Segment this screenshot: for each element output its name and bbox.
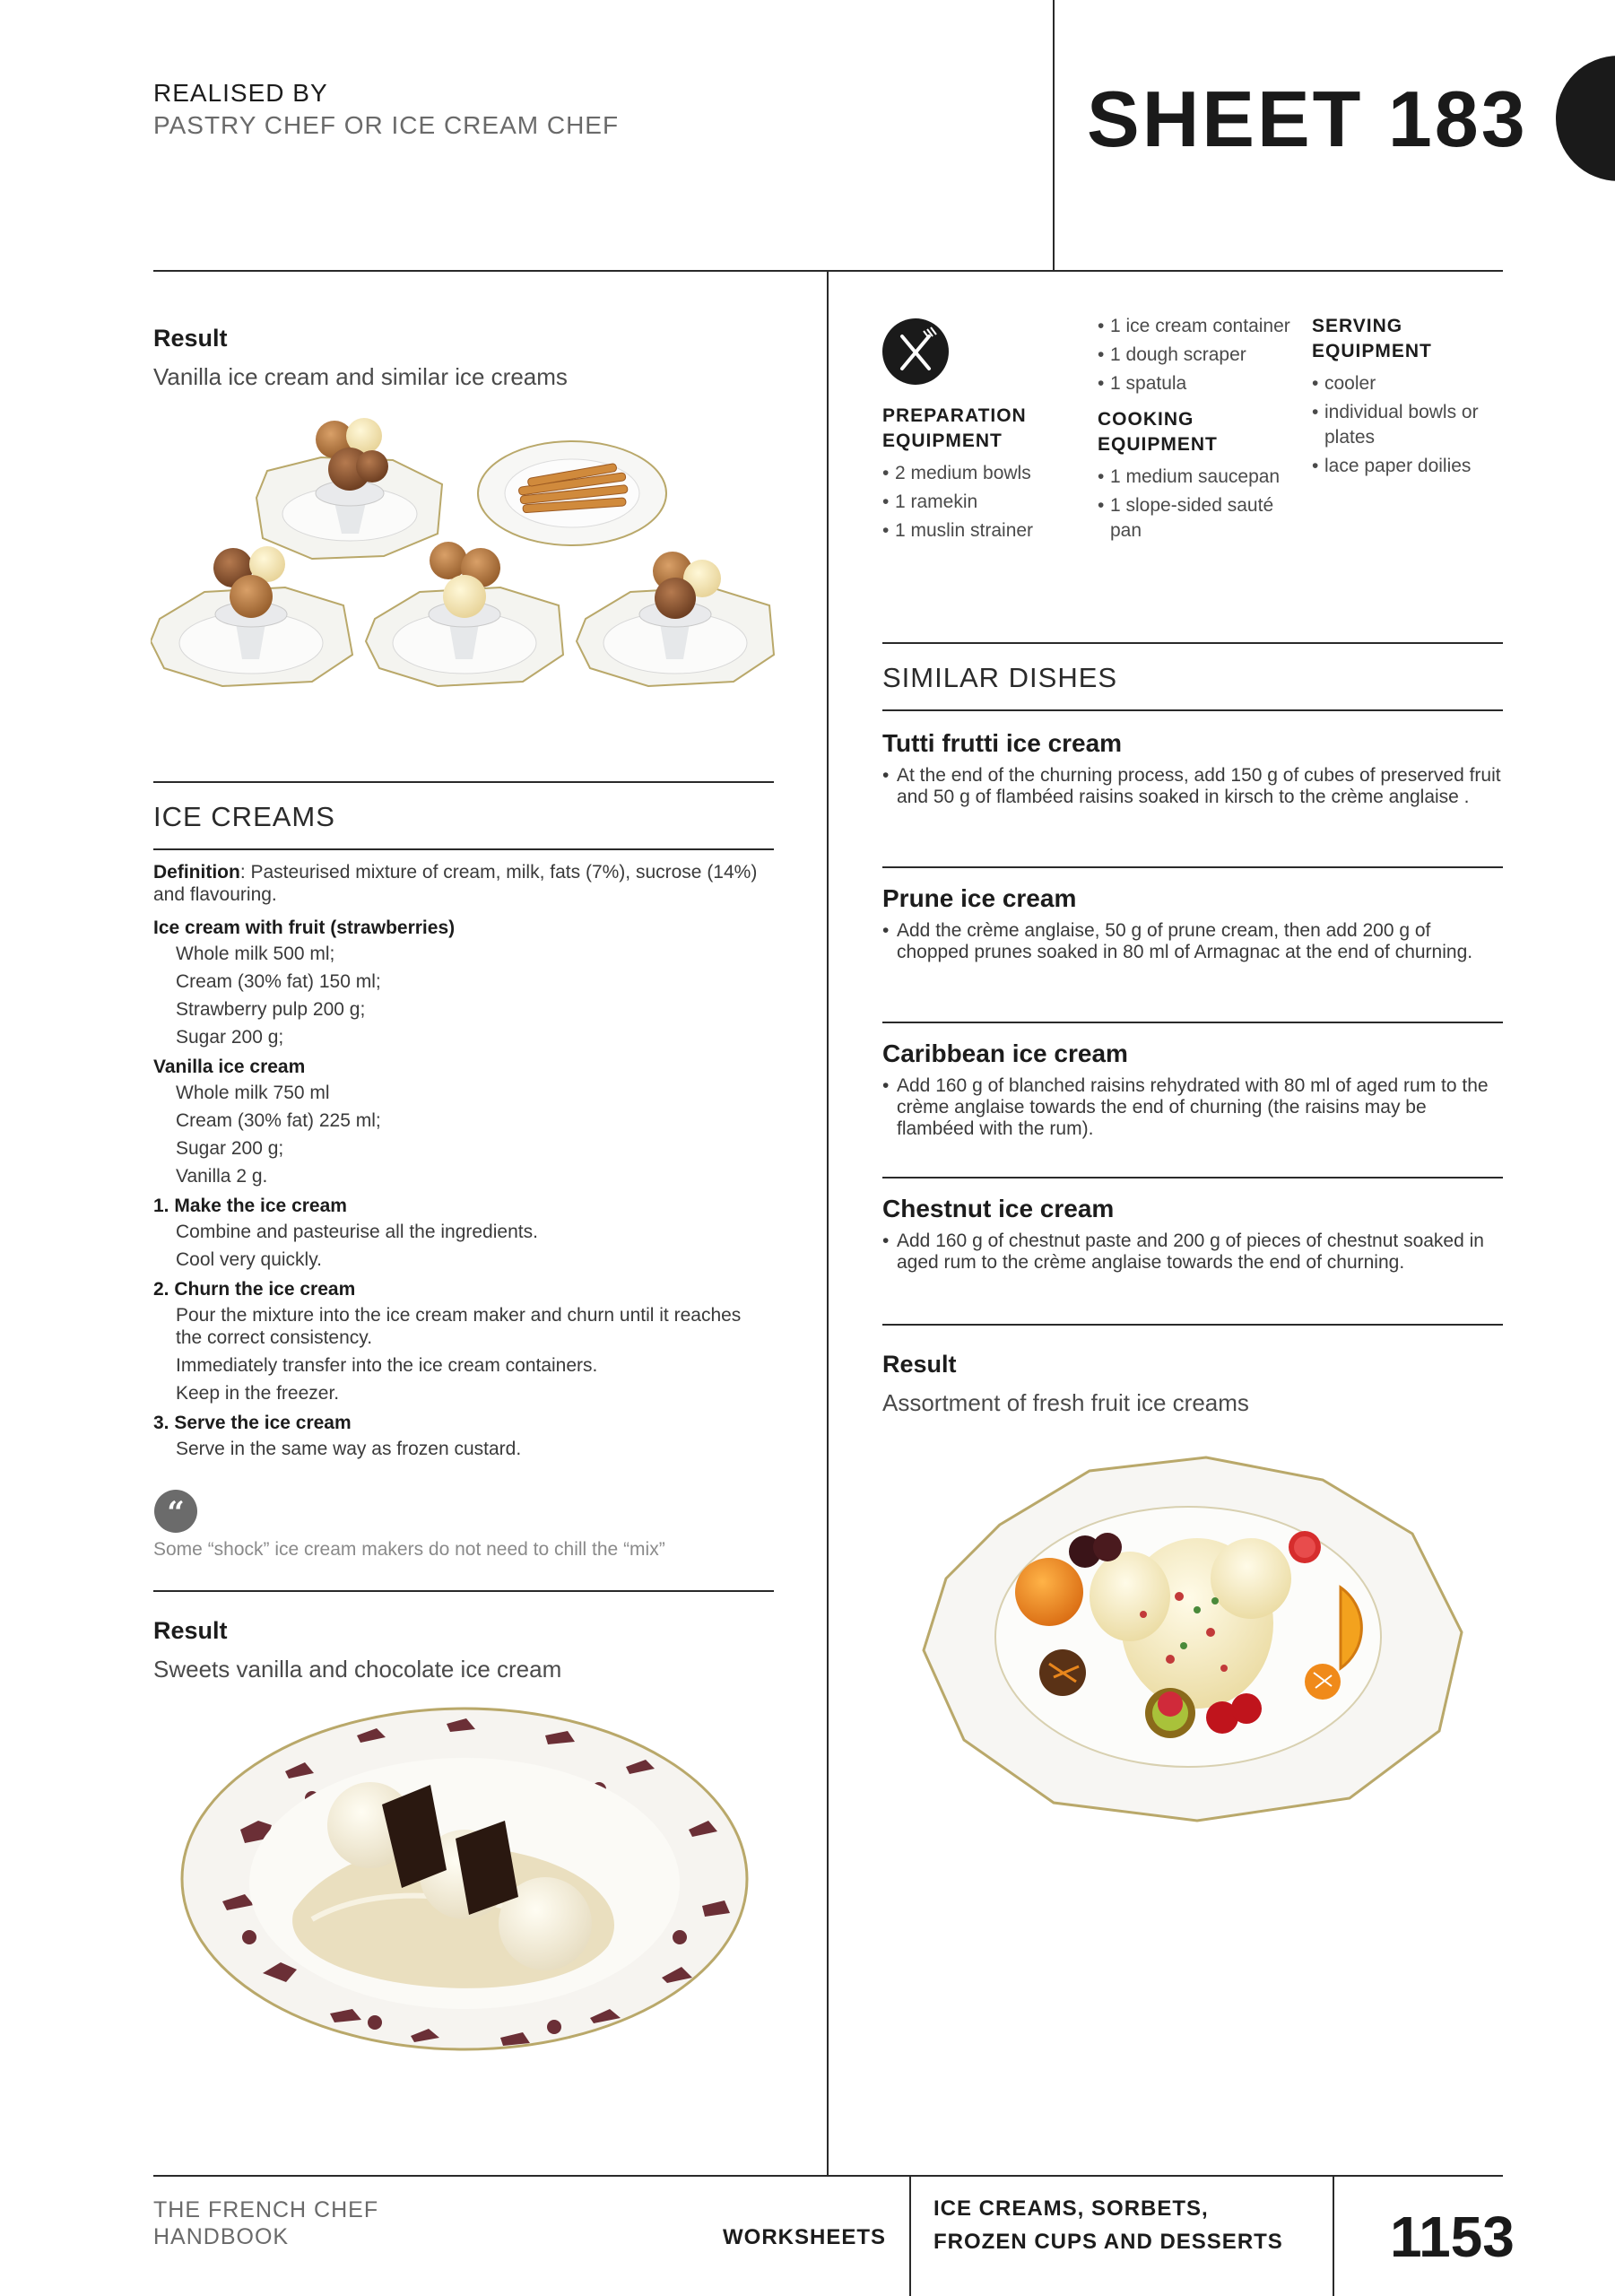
fruit-ice-cream-plate-photo — [910, 1444, 1475, 1830]
step-line: Serve in the same way as frozen custard. — [176, 1439, 522, 1459]
equipment-item: • 2 medium bowls — [882, 461, 1084, 486]
page-number: 1153 — [1390, 2205, 1515, 2269]
step-1-heading: 1. Make the ice cream — [153, 1196, 347, 1216]
footer-divider — [909, 2176, 911, 2296]
definition — [153, 861, 772, 906]
equipment-item: • 1 medium saucepan — [1098, 465, 1299, 490]
ingredient: Vanilla 2 g. — [176, 1166, 268, 1187]
recipe-body — [153, 861, 772, 1465]
header-divider — [1053, 0, 1055, 271]
dish-divider — [882, 1177, 1503, 1178]
preparation-heading-line: EQUIPMENT — [882, 430, 1003, 451]
step-line: Combine and pasteurise all the ingredients. — [176, 1222, 538, 1242]
result-heading: Result — [153, 325, 228, 352]
ingredient: Sugar 200 g; — [176, 1027, 284, 1048]
column-divider — [827, 271, 829, 2176]
step-1-text — [153, 1221, 772, 1271]
similar-dish-title: Tutti frutti ice cream — [882, 729, 1123, 757]
step-2-text — [153, 1304, 772, 1405]
footer-rule — [153, 2175, 1503, 2177]
quote-rule — [153, 1590, 774, 1592]
realised-by-value: PASTRY CHEF OR ICE CREAM CHEF — [153, 111, 620, 139]
step-3-text — [153, 1438, 772, 1460]
step-line: Keep in the freezer. — [176, 1383, 340, 1404]
similar-dish-text: • Add the crème anglaise, 50 g of prune cream, then add 200 g of chopped prunes soaked in 80 ml of Armagnac at the end of churning. — [882, 920, 1501, 963]
definition-label: Definition — [153, 862, 240, 883]
vanilla-ingredient-list — [153, 1082, 772, 1187]
ingredient: Sugar 200 g; — [176, 1138, 284, 1159]
equipment-item: • 1 spatula — [1098, 371, 1299, 396]
section-rule-bottom — [153, 848, 774, 850]
svg-text:“: “ — [167, 1495, 185, 1531]
step-3-heading: 3. Serve the ice cream — [153, 1413, 352, 1433]
fruit-ice-cream-heading: Ice cream with fruit (strawberries) — [153, 918, 456, 938]
corner-tab — [1556, 56, 1615, 181]
ingredient: Cream (30% fat) 150 ml; — [176, 971, 381, 992]
ingredient: Cream (30% fat) 225 ml; — [176, 1110, 381, 1131]
preparation-heading-line: PREPARATION — [882, 405, 1027, 426]
cooking-heading-line: COOKING — [1098, 409, 1194, 430]
fork-knife-icon — [882, 318, 949, 385]
dish-divider — [882, 1022, 1503, 1023]
section-rule-top — [153, 781, 774, 783]
similar-rule-bottom — [882, 709, 1503, 711]
book-title-line: THE FRENCH CHEF — [153, 2197, 379, 2222]
similar-dish — [882, 1195, 1501, 1274]
misc-equipment — [1098, 314, 1299, 547]
step-line: Cool very quickly. — [176, 1249, 322, 1270]
step-line: Pour the mixture into the ice cream maker and churn until it reaches the correct consistency. — [176, 1305, 742, 1348]
equipment-item: • cooler — [1312, 371, 1518, 396]
fruit-ingredient-list — [153, 943, 772, 1048]
equipment-item: • 1 dough scraper — [1098, 343, 1299, 368]
similar-dish-text: • Add 160 g of chestnut paste and 200 g of pieces of chestnut soaked in aged rum to the crème anglaise towards the end of churning. — [882, 1231, 1501, 1274]
similar-dish — [882, 729, 1501, 808]
step-line: Immediately transfer into the ice cream containers. — [176, 1355, 598, 1376]
quote-icon — [153, 1489, 198, 1534]
similar-dishes-title: SIMILAR DISHES — [882, 662, 1118, 693]
result-heading: Result — [882, 1351, 957, 1378]
serving-heading-line: SERVING — [1312, 316, 1403, 336]
chapter-title-line: FROZEN CUPS AND DESSERTS — [933, 2230, 1283, 2254]
similar-dish-text: • Add 160 g of blanched raisins rehydrated with 80 ml of aged rum to the crème anglaise towards the end of churning (the raisins may be flambéed with the rum). — [882, 1075, 1501, 1140]
equipment-item: • 1 ice cream container — [1098, 314, 1299, 339]
result-text: Assortment of fresh fruit ice creams — [882, 1389, 1249, 1416]
dish-divider — [882, 1324, 1503, 1326]
sheet-title: SHEET 183 — [1087, 74, 1528, 163]
vanilla-chocolate-plate-photo — [178, 1704, 751, 2054]
vanilla-ice-cream-heading: Vanilla ice cream — [153, 1057, 306, 1077]
book-title-line: HANDBOOK — [153, 2224, 290, 2249]
similar-dish-title: Caribbean ice cream — [882, 1039, 1128, 1067]
preparation-equipment — [882, 404, 1084, 547]
similar-dish-text: • At the end of the churning process, add 150 g of cubes of preserved fruit and 50 g of flambéed raisins soaked in kirsch to the crème anglaise . — [882, 765, 1501, 808]
ice-creams-section-title: ICE CREAMS — [153, 801, 335, 832]
serving-heading-line: EQUIPMENT — [1312, 341, 1432, 361]
equipment-item: • 1 ramekin — [882, 490, 1084, 515]
similar-dish-title: Chestnut ice cream — [882, 1195, 1115, 1222]
definition-text: : Pasteurised mixture of cream, milk, fats (7%), sucrose (14%) and flavouring. — [153, 862, 758, 905]
serving-equipment — [1312, 314, 1518, 483]
chapter-title-line: ICE CREAMS, SORBETS, — [933, 2196, 1209, 2221]
equipment-item: • lace paper doilies — [1312, 454, 1518, 479]
result-heading: Result — [153, 1617, 228, 1644]
step-2-heading: 2. Churn the ice cream — [153, 1279, 356, 1300]
realised-by-label: REALISED BY — [153, 79, 328, 107]
ingredient: Strawberry pulp 200 g; — [176, 999, 366, 1020]
result-text: Vanilla ice cream and similar ice creams — [153, 363, 568, 390]
ice-cream-coupes-photo — [151, 408, 778, 731]
ingredient: Whole milk 750 ml — [176, 1083, 330, 1103]
equipment-item: • 1 muslin strainer — [882, 518, 1084, 544]
equipment-item: • individual bowls or plates — [1312, 400, 1518, 450]
similar-dish-title: Prune ice cream — [882, 884, 1077, 912]
similar-dish — [882, 884, 1501, 963]
quote-text: Some “shock” ice cream makers do not need to chill the “mix” — [153, 1539, 665, 1560]
ingredient: Whole milk 500 ml; — [176, 944, 335, 964]
result-text: Sweets vanilla and chocolate ice cream — [153, 1656, 562, 1683]
equipment-item: • 1 slope-sided sauté pan — [1098, 493, 1299, 544]
footer-divider — [1333, 2176, 1334, 2296]
worksheets-label: WORKSHEETS — [723, 2225, 887, 2249]
similar-dish — [882, 1039, 1501, 1140]
cooking-heading-line: EQUIPMENT — [1098, 434, 1218, 455]
dish-divider — [882, 866, 1503, 868]
similar-rule-top — [882, 642, 1503, 644]
